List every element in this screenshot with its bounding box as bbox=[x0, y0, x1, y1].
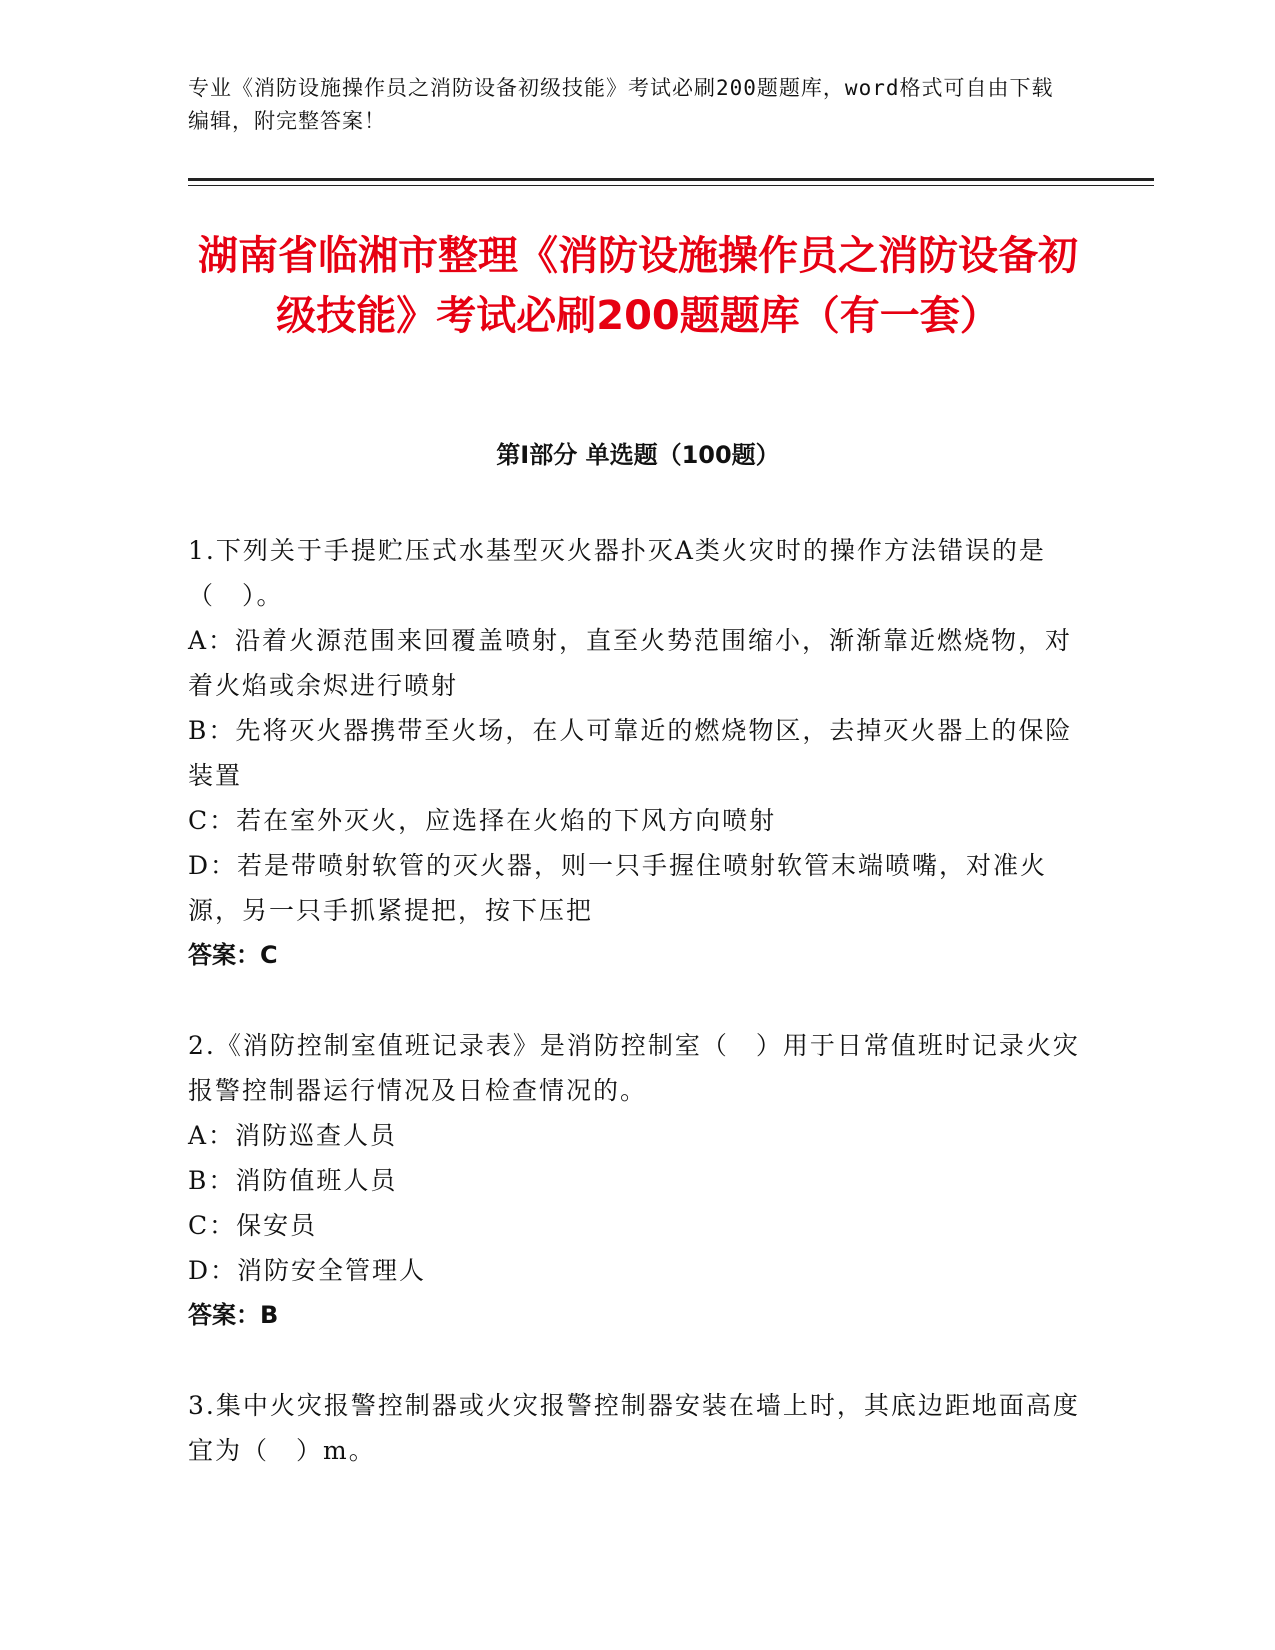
option-a: A：消防巡查人员 bbox=[188, 1121, 398, 1150]
option-c: C：保安员 bbox=[188, 1211, 318, 1240]
section-heading: 第I部分 单选题（100题） bbox=[496, 441, 780, 469]
document-title: 湖南省临湘市整理《消防设施操作员之消防设备初级技能》考试必刷200题题库（有一套） bbox=[198, 233, 1078, 339]
question-stem: 3.集中火灾报警控制器或火灾报警控制器安装在墙上时，其底边距地面高度宜为（ ）m。 bbox=[188, 1391, 1080, 1465]
header-rule-thick bbox=[188, 178, 1154, 181]
answer-label: 答案：C bbox=[188, 941, 278, 969]
option-a: A：沿着火源范围来回覆盖喷射，直至火势范围缩小，渐渐靠近燃烧物，对着火焰或余烬进行喷射 bbox=[188, 626, 1073, 700]
question-stem: 1.下列关于手提贮压式水基型灭火器扑灭A类火灾时的操作方法错误的是（ ）。 bbox=[188, 536, 1046, 610]
header-rule-thin bbox=[188, 185, 1154, 186]
question-1 bbox=[188, 528, 1088, 978]
question-2 bbox=[188, 1023, 1088, 1338]
question-stem: 2.《消防控制室值班记录表》是消防控制室（ ）用于日常值班时记录火灾报警控制器运行情况及日检查情况的。 bbox=[188, 1031, 1080, 1105]
option-b: B：消防值班人员 bbox=[188, 1166, 398, 1195]
question-list bbox=[188, 528, 1088, 1518]
option-d: D：若是带喷射软管的灭火器，则一只手握住喷射软管末端喷嘴，对准火源，另一只手抓紧提把，按下压把 bbox=[188, 851, 1048, 925]
question-3 bbox=[188, 1383, 1088, 1473]
option-d: D：消防安全管理人 bbox=[188, 1256, 427, 1285]
answer-label: 答案：B bbox=[188, 1301, 279, 1329]
intro-text: 专业《消防设施操作员之消防设备初级技能》考试必刷200题题库，word格式可自由下载编辑，附完整答案！ bbox=[188, 76, 1054, 133]
option-b: B：先将灭火器携带至火场，在人可靠近的燃烧物区，去掉灭火器上的保险装置 bbox=[188, 716, 1073, 790]
option-c: C：若在室外灭火，应选择在火焰的下风方向喷射 bbox=[188, 806, 777, 835]
